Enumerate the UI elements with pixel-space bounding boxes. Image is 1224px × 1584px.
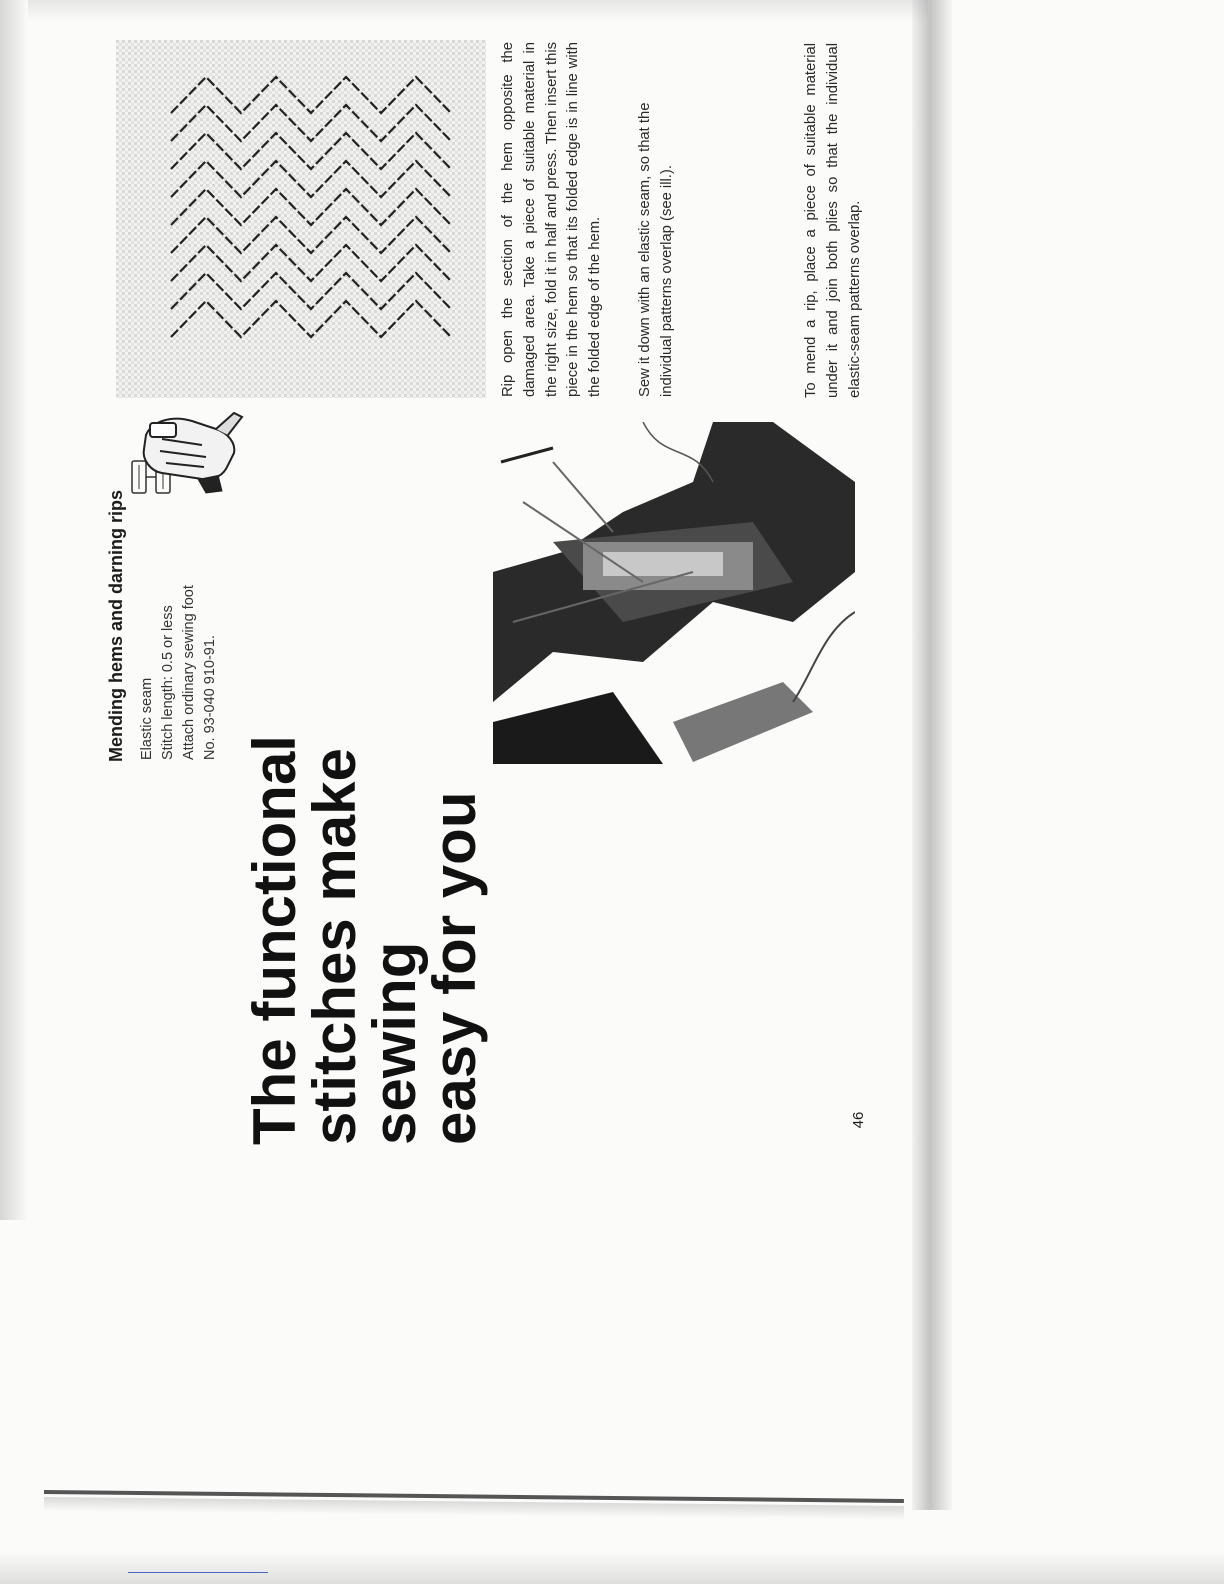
- paragraph-2: [635, 42, 679, 397]
- body-paragraph-1: Rip open the section of the hem opposite the damaged area. Take a piece of suitable material in the right size, fold it in half and press. Then insert this piece in the hem so that its folded edge is in line with the folded edge of the hem.: [500, 42, 604, 397]
- title-line-2: stitches make: [301, 748, 368, 1145]
- paragraph-1: [498, 42, 607, 397]
- section-heading: Mending hems and darning rips: [106, 489, 126, 762]
- sewing-foot-icon: [132, 405, 248, 497]
- scan-bottom-rule: [128, 1572, 268, 1573]
- sewing-machine-photo: [493, 422, 855, 764]
- page-fold-shadow: [912, 0, 952, 1510]
- title-line-1: The functional: [241, 735, 308, 1145]
- title-line-3: sewing: [361, 941, 428, 1145]
- scan-bottom-band: [0, 1552, 1224, 1584]
- page-number-block: [850, 1090, 867, 1150]
- spec-seam-type: Elastic seam: [139, 677, 155, 760]
- page-number: 46: [850, 1111, 867, 1129]
- spec-stitch-length: Stitch length: 0.5 or less: [160, 605, 176, 760]
- title-line-4: easy for you: [421, 791, 488, 1145]
- spec-part-number: No. 93-040 910-91.: [202, 635, 218, 760]
- elastic-seam-pattern: [116, 40, 486, 398]
- body-paragraph-3: To mend a rip, place a piece of suitable material under it and join both plies so that the individual elastic-seam patterns overlap.: [803, 43, 863, 398]
- paragraph-3: [800, 43, 866, 398]
- scan-edge-left: [0, 0, 28, 1220]
- body-paragraph-2: Sew it down with an elastic seam, so that the individual patterns overlap (see ill.).: [637, 102, 675, 397]
- spec-foot: Attach ordinary sewing foot: [181, 585, 197, 760]
